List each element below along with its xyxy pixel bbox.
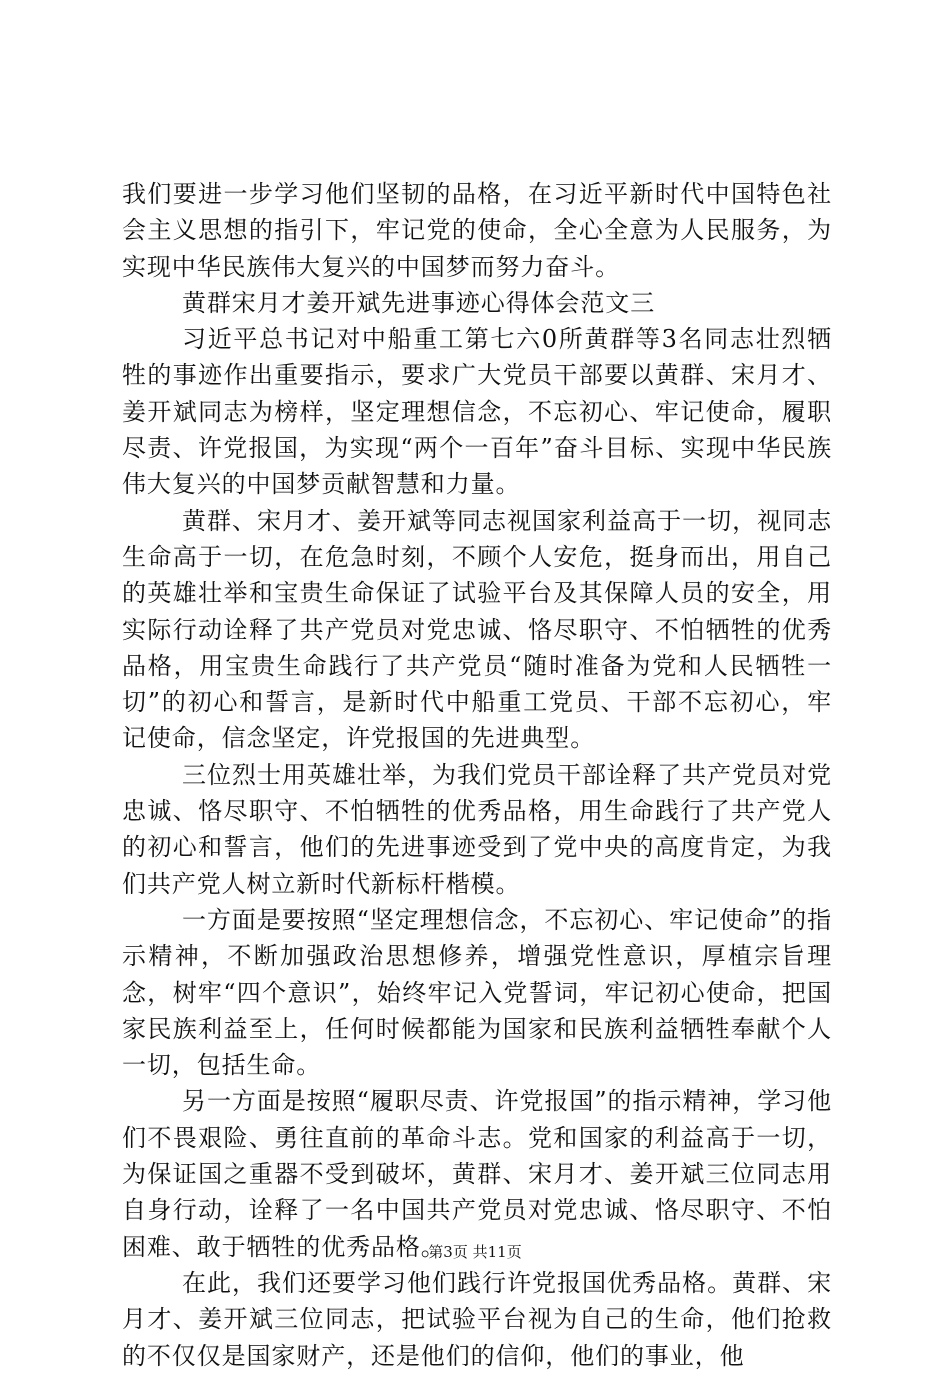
page-footer: 第3页 共11页 <box>428 1243 522 1261</box>
paragraph-5: 一方面是要按照“坚定理想信念，不忘初心、牢记使命”的指示精神，不断加强政治思想修养，增强党性意识，厚植宗旨理念，树牢“四个意识”，始终牢记入党誓词，牢记初心使命，把国家民族利益至上，任何时候都能为国家和民族利益牺牲奉献个人一切，包括生命。 <box>122 905 832 1080</box>
paragraph-7: 在此，我们还要学习他们践行许党报国优秀品格。黄群、宋月才、姜开斌三位同志，把试验平台视为自己的生命，他们抢救的不仅仅是国家财产，还是他们的信仰，他们的事业，他 <box>122 1268 832 1370</box>
paragraph-1: 我们要进一步学习他们坚韧的品格，在习近平新时代中国特色社会主义思想的指引下，牢记党的使命，全心全意为人民服务，为实现中华民族伟大复兴的中国梦而努力奋斗。 <box>122 180 832 281</box>
document-body <box>122 176 832 1374</box>
paragraph-3: 黄群、宋月才、姜开斌等同志视国家利益高于一切，视同志生命高于一切，在危急时刻，不顾个人安危，挺身而出，用自己的英雄壮举和宝贵生命保证了试验平台及其保障人员的安全，用实际行动诠释了共产党员对党忠诚、恪尽职守、不怕牺牲的优秀品格，用宝贵生命践行了共产党员“随时准备为党和人民牺牲一切”的初心和誓言，是新时代中船重工党员、干部不忘初心，牢记使命，信念坚定，许党报国的先进典型。 <box>122 506 832 753</box>
paragraph-2: 习近平总书记对中船重工第七六0所黄群等3名同志壮烈牺牲的事迹作出重要指示，要求广大党员干部要以黄群、宋月才、姜开斌同志为榜样，坚定理想信念，不忘初心、牢记使命，履职尽责、许党报国，为实现“两个一百年”奋斗目标、实现中华民族伟大复兴的中国梦贡献智慧和力量。 <box>122 325 832 499</box>
section-heading: 黄群宋月才姜开斌先进事迹心得体会范文三 <box>182 288 656 317</box>
paragraph-6: 另一方面是按照“履职尽责、许党报国”的指示精神，学习他们不畏艰险、勇往直前的革命斗志。党和国家的利益高于一切，为保证国之重器不受到破坏，黄群、宋月才、姜开斌三位同志用自身行动，诠释了一名中国共产党员对党忠诚、恪尽职守、不怕困难、敢于牺牲的优秀品格。 <box>122 1087 832 1261</box>
paragraph-4: 三位烈士用英雄壮举，为我们党员干部诠释了共产党员对党忠诚、恪尽职守、不怕牺牲的优秀品格，用生命践行了共产党人的初心和誓言，他们的先进事迹受到了党中央的高度肯定，为我们共产党人树立新时代新标杆楷模。 <box>122 760 832 898</box>
